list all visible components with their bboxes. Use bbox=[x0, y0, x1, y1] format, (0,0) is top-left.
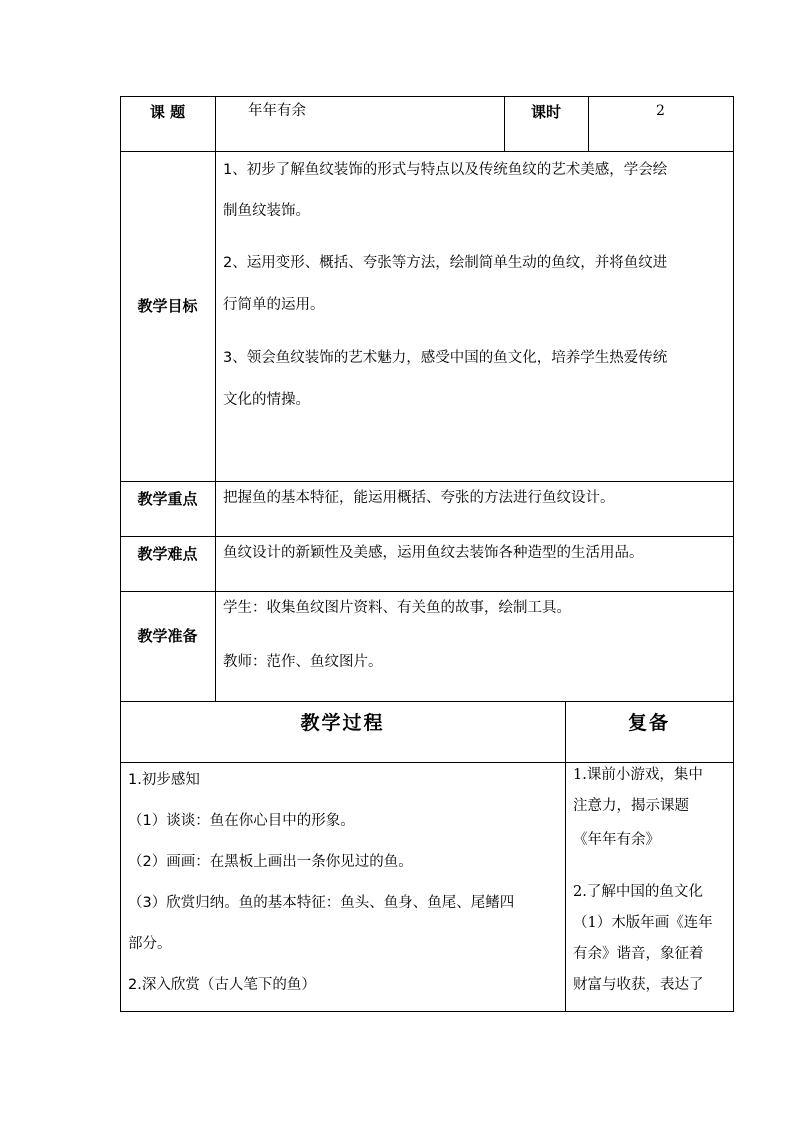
review-line: 1.课前小游戏，集中 bbox=[573, 767, 703, 783]
process-line: 1.初步感知 bbox=[128, 772, 200, 788]
hours-value: 2 bbox=[656, 103, 665, 119]
preparation-teacher: 教师：范作、鱼纹图片。 bbox=[223, 654, 383, 670]
process-line: （1）谈谈：鱼在你心目中的形象。 bbox=[128, 813, 355, 829]
objective-line: 1、初步了解鱼纹装饰的形式与特点以及传统鱼纹的艺术美感，学会绘 bbox=[223, 162, 668, 178]
topic-value: 年年有余 bbox=[248, 103, 306, 119]
table-rule bbox=[120, 701, 734, 702]
table-border-bottom bbox=[120, 1011, 734, 1012]
review-header: 复备 bbox=[627, 712, 670, 734]
objectives-label: 教学目标 bbox=[137, 297, 198, 315]
review-line: 注意力，揭示课题 bbox=[573, 798, 689, 814]
objective-line: 2、运用变形、概括、夸张等方法，绘制简单生动的鱼纹，并将鱼纹进 bbox=[223, 255, 668, 271]
difficulties-label: 教学难点 bbox=[137, 545, 198, 563]
difficulties-text: 鱼纹设计的新颖性及美感，运用鱼纹去装饰各种造型的生活用品。 bbox=[223, 545, 644, 561]
review-line: 有余》谐音，象征着 bbox=[573, 946, 704, 962]
preparation-student: 学生：收集鱼纹图片资料、有关鱼的故事，绘制工具。 bbox=[223, 600, 571, 616]
table-rule bbox=[215, 96, 216, 702]
objective-line: 行简单的运用。 bbox=[223, 297, 325, 313]
table-rule bbox=[120, 591, 734, 592]
review-line: 2.了解中国的鱼文化 bbox=[573, 884, 703, 900]
table-rule bbox=[565, 701, 566, 1012]
objective-line: 文化的情操。 bbox=[223, 392, 310, 408]
process-line: （3）欣赏归纳。鱼的基本特征：鱼头、鱼身、鱼尾、尾鳍四 bbox=[128, 895, 515, 911]
review-line: （1）木版年画《连年 bbox=[573, 915, 713, 931]
process-header: 教学过程 bbox=[300, 712, 385, 734]
table-rule bbox=[120, 151, 734, 152]
table-border-right bbox=[733, 96, 734, 1012]
table-rule bbox=[120, 536, 734, 537]
process-line: 2.深入欣赏（古人笔下的鱼） bbox=[128, 977, 316, 993]
hours-label: 课时 bbox=[530, 103, 561, 121]
table-border-top bbox=[120, 96, 734, 97]
table-rule bbox=[120, 481, 734, 482]
preparation-label: 教学准备 bbox=[137, 627, 198, 645]
topic-label: 课 题 bbox=[149, 103, 186, 121]
key-points-label: 教学重点 bbox=[137, 490, 198, 508]
table-rule bbox=[120, 762, 734, 763]
process-line: （2）画画：在黑板上画出一条你见过的鱼。 bbox=[128, 854, 413, 870]
review-line: 《年年有余》 bbox=[573, 832, 660, 848]
objective-line: 3、领会鱼纹装饰的艺术魅力，感受中国的鱼文化，培养学生热爱传统 bbox=[223, 350, 668, 366]
objective-line: 制鱼纹装饰。 bbox=[223, 203, 310, 219]
review-line: 财富与收获，表达了 bbox=[573, 977, 704, 993]
process-line: 部分。 bbox=[128, 936, 172, 952]
key-points-text: 把握鱼的基本特征，能运用概括、夸张的方法进行鱼纹设计。 bbox=[223, 490, 615, 506]
